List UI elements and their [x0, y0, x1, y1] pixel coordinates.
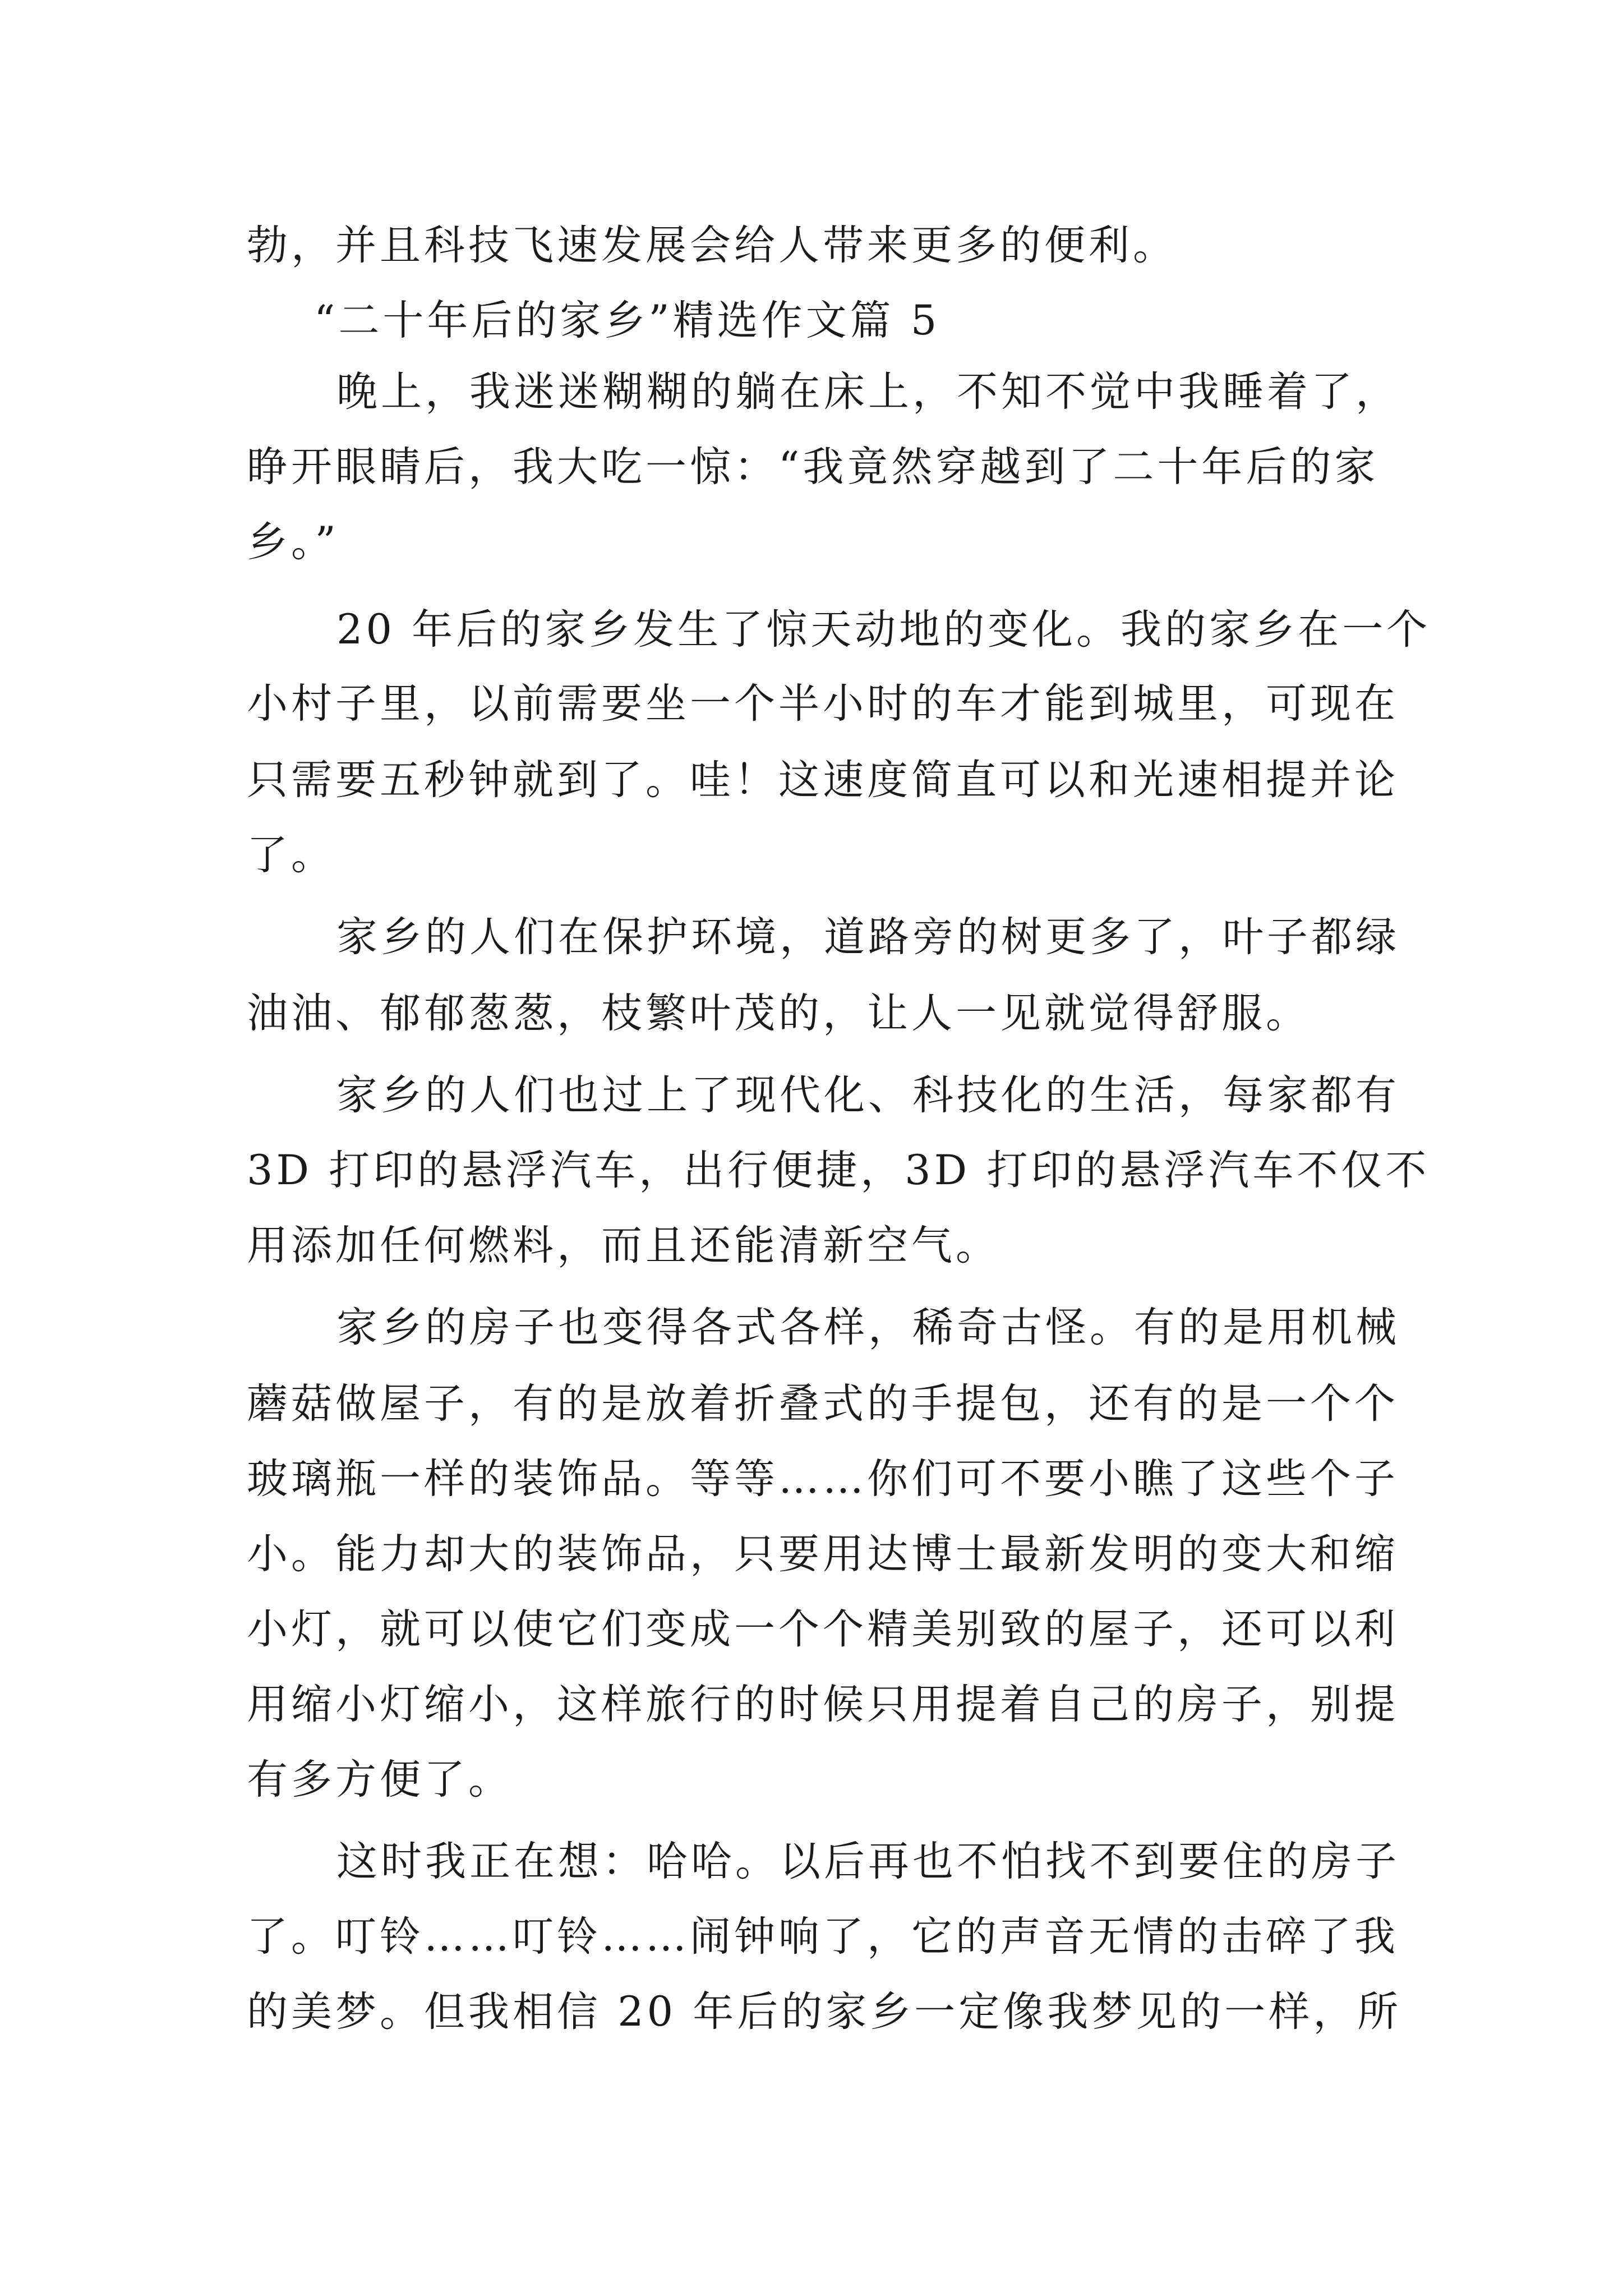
section-heading: “二十年后的家乡”精选作文篇 5 [314, 297, 940, 344]
text-line: 用缩小灯缩小，这样旅行的时候只用提着自己的房子，别提 [247, 1681, 1399, 1728]
text-line: 睁开眼睛后，我大吃一惊：“我竟然穿越到了二十年后的家 [247, 443, 1379, 491]
paragraph-first-line: 家乡的房子也变得各式各样，稀奇古怪。有的是用机械 [336, 1304, 1400, 1351]
paragraph-first-line: 20 年后的家乡发生了惊天动地的变化。我的家乡在一个 [336, 606, 1431, 654]
text-line: 了。 [247, 831, 335, 879]
text-line: 用添加任何燃料，而且还能清新空气。 [247, 1222, 1000, 1269]
paragraph-first-line: 家乡的人们也过上了现代化、科技化的生活，每家都有 [336, 1071, 1400, 1119]
text-line: 勃，并且科技飞速发展会给人带来更多的便利。 [247, 222, 1177, 269]
text-line: 只需要五秒钟就到了。哇！这速度简直可以和光速相提并论 [247, 756, 1399, 804]
paragraph-first-line: 家乡的人们在保护环境，道路旁的树更多了，叶子都绿 [336, 913, 1400, 961]
text-line: 玻璃瓶一样的装饰品。等等……你们可不要小瞧了这些个子 [247, 1455, 1399, 1503]
text-line: 乡。” [247, 518, 339, 566]
paragraph-first-line: 这时我正在想：哈哈。以后再也不怕找不到要住的房子 [336, 1838, 1400, 1885]
text-line: 了。叮铃……叮铃……闹钟响了，它的声音无情的击碎了我 [247, 1913, 1399, 1961]
text-line: 的美梦。但我相信 20 年后的家乡一定像我梦见的一样，所 [247, 1988, 1402, 2036]
text-line: 小。能力却大的装饰品，只要用达博士最新发明的变大和缩 [247, 1530, 1399, 1578]
text-line: 蘑菇做屋子，有的是放着折叠式的手提包，还有的是一个个 [247, 1380, 1399, 1428]
text-line: 小村子里，以前需要坐一个半小时的车才能到城里，可现在 [247, 680, 1399, 728]
text-line: 小灯，就可以使它们变成一个个精美别致的屋子，还可以利 [247, 1605, 1399, 1653]
text-line: 油油、郁郁葱葱，枝繁叶茂的，让人一见就觉得舒服。 [247, 990, 1310, 1037]
text-line: 3D 打印的悬浮汽车，出行便捷，3D 打印的悬浮汽车不仅不 [247, 1147, 1430, 1194]
text-line: 有多方便了。 [247, 1756, 513, 1803]
paragraph-first-line: 晚上，我迷迷糊糊的躺在床上，不知不觉中我睡着了， [336, 368, 1400, 416]
